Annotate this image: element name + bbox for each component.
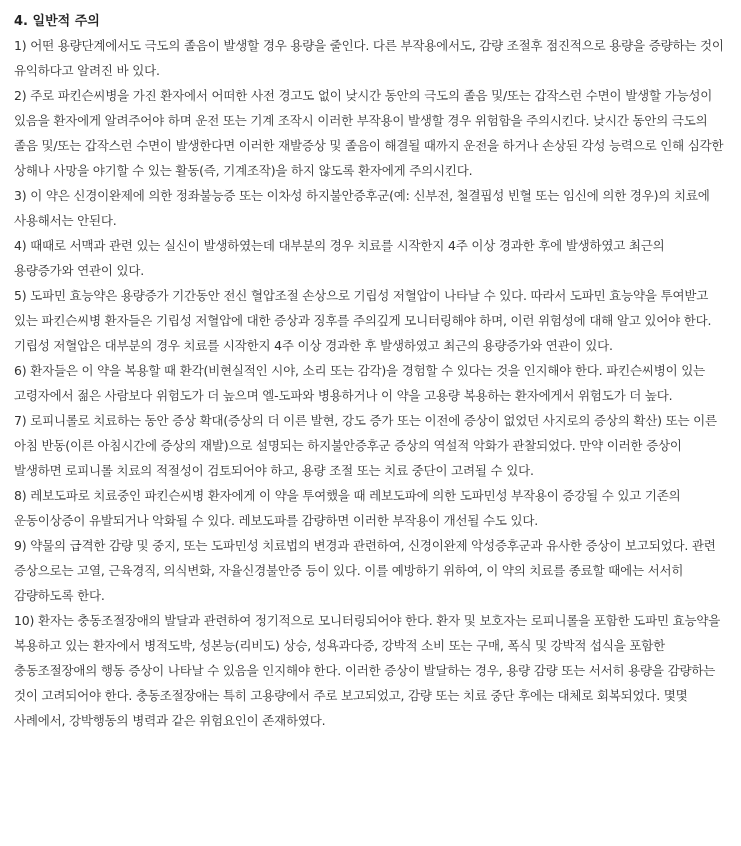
precaution-item-3: 3) 이 약은 신경이완제에 의한 정좌불능증 또는 이차성 하지불안증후군(예: 신부전, 철결핍성 빈혈 또는 임신에 의한 경우)의 치료에 사용해서는 안된다. (14, 188, 710, 228)
precaution-item-7: 7) 로피니롤로 치료하는 동안 증상 확대(증상의 더 이른 발현, 강도 증가 또는 이전에 증상이 없었던 사지로의 증상의 확산) 또는 이른 아침 반동(이른 아침시간에 증상의 재발)으로 설명되는 하지불안증후군 증상의 역설적 악화가 관찰되었다. 만약 이러한 증상이 발생하면 로피니롤 치료의 적절성이 검토되어야 하고, 용량 조절 또는 치료 중단이 고려될 수 있다. (14, 413, 717, 478)
precaution-item-6: 6) 환자들은 이 약을 복용할 때 환각(비현실적인 시야, 소리 또는 감각)을 경험할 수 있다는 것을 인지해야 한다. 파킨슨씨병이 있는 고령자에서 젊은 사람보다 위험도가 더 높으며 엘-도파와 병용하거나 이 약을 고용량 복용하는 환자에게서 위험도가 더 높다. (14, 363, 706, 403)
precaution-item-4: 4) 때때로 서맥과 관련 있는 실신이 발생하였는데 대부분의 경우 치료를 시작한지 4주 이상 경과한 후에 발생하였고 최근의 용량증가와 연관이 있다. (14, 238, 665, 278)
precaution-item-8: 8) 레보도파로 치료중인 파킨슨씨병 환자에게 이 약을 투여했을 때 레보도파에 의한 도파민성 부작용이 증강될 수 있고 기존의 운동이상증이 유발되거나 악화될 수 있다. 레보도파를 감량하면 이러한 부작용이 개선될 수도 있다. (14, 488, 681, 528)
precaution-item-10: 10) 환자는 충동조절장애의 발달과 관련하여 정기적으로 모니터링되어야 한다. 환자 및 보호자는 로피니롤을 포함한 도파민 효능약을 복용하고 있는 환자에서 병적도박, 성본능(리비도) 상승, 성욕과다증, 강박적 소비 또는 구매, 폭식 및 강박적 섭식을 포함한 충동조절장애의 행동 증상이 나타날 수 있음을 인지해야 한다. 이러한 증상이 발달하는 경우, 용량 감량 또는 서서히 용량을 감량하는 것이 고려되어야 한다. 충동조절장애는 특히 고용량에서 주로 보고되었고, 감량 또는 치료 중단 후에는 대체로 회복되었다. 몇몇 사례에서, 강박행동의 병력과 같은 위험요인이 존재하였다. (14, 613, 721, 728)
precaution-item-9: 9) 약물의 급격한 감량 및 중지, 또는 도파민성 치료법의 변경과 관련하여, 신경이완제 악성증후군과 유사한 증상이 보고되었다. 관련 증상으로는 고열, 근육경직, 의식변화, 자율신경불안증 등이 있다. 이를 예방하기 위하여, 이 약의 치료를 종료할 때에는 서서히 감량하도록 한다. (14, 538, 716, 603)
section-heading: 4. 일반적 주의 (14, 14, 100, 29)
precaution-item-1: 1) 어떤 용량단계에서도 극도의 졸음이 발생할 경우 용량을 줄인다. 다른 부작용에서도, 감량 조절후 점진적으로 용량을 증량하는 것이 유익하다고 알려진 바 있다. (14, 38, 724, 78)
precaution-item-2: 2) 주로 파킨슨씨병을 가진 환자에서 어떠한 사전 경고도 없이 낮시간 동안의 극도의 졸음 및/또는 갑작스런 수면이 발생할 가능성이 있음을 환자에게 알려주어야 하며 운전 또는 기계 조작시 이러한 부작용이 발생할 경우 위험함을 주의시킨다. 낮시간 동안의 극도의 졸음 및/또는 갑작스런 수면이 발생한다면 이러한 재발증상 및 졸음이 해결될 때까지 운전을 하거나 손상된 각성 능력으로 인해 심각한 상해나 사망을 야기할 수 있는 활동(즉, 기계조작)을 하지 않도록 환자에게 주의시킨다. (14, 88, 724, 178)
precaution-item-5: 5) 도파민 효능약은 용량증가 기간동안 전신 혈압조절 손상으로 기립성 저혈압이 나타날 수 있다. 따라서 도파민 효능약을 투여받고 있는 파킨슨씨병 환자들은 기립성 저혈압에 대한 증상과 징후를 주의깊게 모니터링해야 하며, 이런 위험성에 대해 알고 있어야 한다. 기립성 저혈압은 대부분의 경우 치료를 시작한지 4주 이상 경과한 후 발생하였고 최근의 용량증가와 연관이 있다. (14, 288, 712, 353)
